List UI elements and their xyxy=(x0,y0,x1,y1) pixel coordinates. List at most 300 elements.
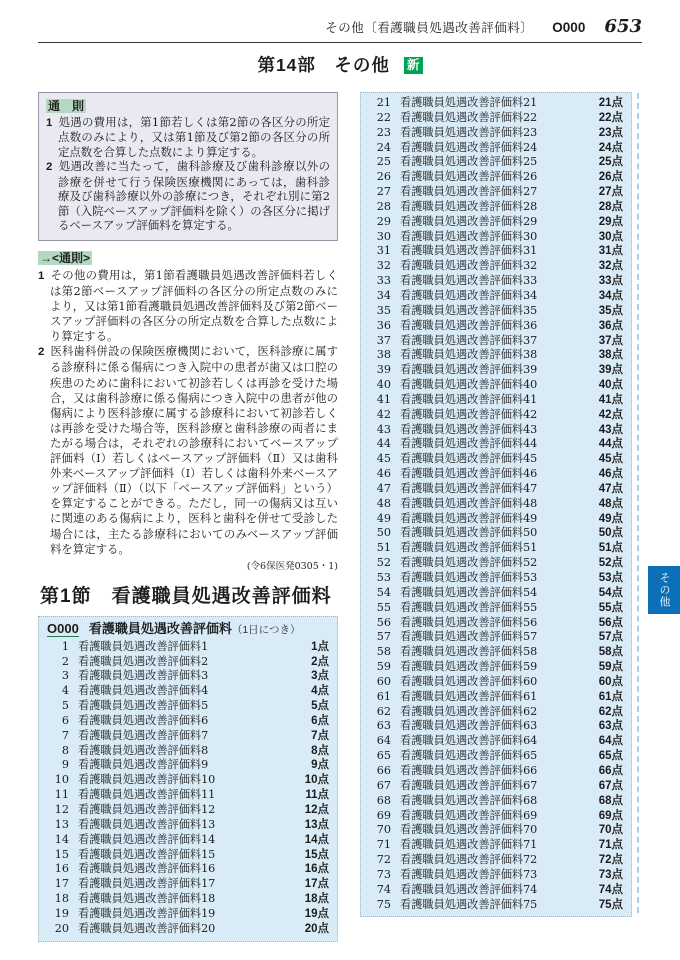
fee-row xyxy=(369,630,623,645)
fee-row-label: 看護職員処遇改善評価料70 xyxy=(400,823,538,837)
rule-number: 2 xyxy=(46,161,53,174)
rule-text: その他の費用は，第1節看護職員処遇改善評価料若しくは第2節ベースアップ評価料の各区分の所定点数のみにより，又は第1節看護職員処遇改善評価料及び第2節ベースアップ評価料の各区分の所定点数を合算した点数により算定する。 xyxy=(50,267,338,344)
fee-row-points: 14点 xyxy=(304,833,329,846)
fee-row-points: 29点 xyxy=(598,215,623,228)
fee-row-points: 17点 xyxy=(304,878,329,891)
fee-row-number: 62 xyxy=(376,704,391,718)
fee-row-label: 看護職員処遇改善評価料18 xyxy=(78,892,216,906)
fee-row xyxy=(369,289,623,304)
fee-row xyxy=(369,170,623,185)
rule-item xyxy=(46,115,330,160)
fee-row-points: 30点 xyxy=(598,230,623,243)
fee-row xyxy=(369,378,623,393)
fee-row-points: 35点 xyxy=(598,304,623,317)
fee-row-label: 看護職員処遇改善評価料68 xyxy=(400,793,538,807)
fee-row xyxy=(47,833,329,848)
fee-row-number: 38 xyxy=(376,348,391,362)
fee-row-number: 71 xyxy=(376,838,391,852)
fee-row-points: 9点 xyxy=(311,759,329,772)
fee-row xyxy=(369,244,623,259)
fee-row xyxy=(369,393,623,408)
fee-row-points: 1点 xyxy=(311,640,329,653)
fee-row-number: 5 xyxy=(61,699,69,713)
fee-row-number: 53 xyxy=(376,571,391,584)
fee-row xyxy=(369,141,623,156)
fee-row-points: 22点 xyxy=(598,111,623,124)
fee-row-points: 69点 xyxy=(598,809,623,822)
fee-row xyxy=(47,907,329,922)
fee-row-label: 看護職員処遇改善評価料38 xyxy=(400,348,538,362)
fee-row xyxy=(369,749,623,764)
fee-row xyxy=(47,699,329,714)
fee-row-number: 16 xyxy=(54,862,69,876)
fee-row-points: 5点 xyxy=(311,700,329,713)
fee-row-points: 44点 xyxy=(598,438,623,451)
fee-row-number: 26 xyxy=(376,170,391,184)
fee-row-points: 23点 xyxy=(598,126,623,139)
fee-row-label: 看護職員処遇改善評価料63 xyxy=(400,719,538,733)
fee-row-number: 2 xyxy=(61,654,69,668)
rule-item xyxy=(38,344,338,556)
fee-row-number: 11 xyxy=(54,788,69,802)
fee-row-label: 看護職員処遇改善評価料67 xyxy=(400,778,538,792)
fee-row-number: 44 xyxy=(376,437,391,451)
fee-row-points: 21点 xyxy=(598,97,623,109)
fee-row xyxy=(369,482,623,497)
fee-row xyxy=(47,818,329,833)
fee-row-points: 65点 xyxy=(598,750,623,763)
fee-row-number: 13 xyxy=(54,817,69,831)
fee-row-number: 46 xyxy=(376,467,391,481)
fee-row xyxy=(47,803,329,818)
fee-row-label: 看護職員処遇改善評価料27 xyxy=(400,185,538,199)
fee-row xyxy=(369,541,623,556)
fee-row-label: 看護職員処遇改善評価料7 xyxy=(78,728,209,742)
fee-row-points: 48点 xyxy=(598,497,623,510)
fee-row-label: 看護職員処遇改善評価料44 xyxy=(400,437,538,451)
fee-row-label: 看護職員処遇改善評価料23 xyxy=(400,125,538,139)
fee-row xyxy=(369,319,623,334)
fee-rows-right xyxy=(369,96,623,912)
fee-row-label: 看護職員処遇改善評価料54 xyxy=(400,585,538,599)
header-code: O000 xyxy=(552,20,586,35)
fee-row xyxy=(369,111,623,126)
fee-row xyxy=(369,690,623,705)
fee-row-label: 看護職員処遇改善評価料33 xyxy=(400,274,538,288)
rule-text: 医科歯科併設の保険医療機関において，医科診療に属する診療科に係る傷病につき入院中の患者が歯又は口腔の疾患のために歯科において初診若しくは再診を受けた場合，又は歯科診療に係る傷病につき入院中の患者が他の傷病により医科診療に属する診療科において初診若しくは再診を受けた場合等，医科診療と歯科診療の両者にまたがる場合は，それぞれの診療科においてベースアップ評価料（Ⅰ）若しくはベースアップ評価料（Ⅱ）又は歯科外来ベースアップ評価料（Ⅰ）若しくは歯科外来ベースアップ評価料（Ⅱ）（以下「ベースアップ評価料」という）を算定することができる。ただし，同一の傷病又は互いに関連のある傷病により，医科と歯科を併せて受診した場合には，主たる診療科においてのみベースアップ評価料を算定する。 xyxy=(50,344,338,556)
fee-row-points: 24点 xyxy=(598,141,623,154)
general-rules-heading-row xyxy=(46,99,330,114)
fee-row xyxy=(369,155,623,170)
fee-row-label: 看護職員処遇改善評価料59 xyxy=(400,660,538,674)
fee-row-points: 27点 xyxy=(598,186,623,199)
fee-row xyxy=(47,877,329,892)
fee-row-points: 13点 xyxy=(304,818,329,831)
fee-row-label: 看護職員処遇改善評価料5 xyxy=(78,699,209,713)
fee-row-number: 70 xyxy=(376,823,391,837)
fee-row-points: 20点 xyxy=(304,922,329,935)
fee-row-number: 49 xyxy=(376,511,391,525)
fee-row-number: 1 xyxy=(61,639,69,653)
fee-row-points: 63点 xyxy=(598,720,623,733)
fee-row-label: 看護職員処遇改善評価料71 xyxy=(400,838,538,852)
fee-row-number: 59 xyxy=(376,660,391,674)
fee-row-label: 看護職員処遇改善評価料10 xyxy=(78,773,216,787)
fee-row-label: 看護職員処遇改善評価料69 xyxy=(400,808,538,822)
fee-row-number: 47 xyxy=(376,481,391,495)
fee-row-points: 26点 xyxy=(598,171,623,184)
fee-row-number: 9 xyxy=(61,758,69,772)
fee-row-points: 3点 xyxy=(311,670,329,683)
page-header xyxy=(38,16,642,43)
fee-row-label: 看護職員処遇改善評価料6 xyxy=(78,713,209,727)
fee-row-points: 28点 xyxy=(598,200,623,213)
section-title: 第1節 看護職員処遇改善評価料 xyxy=(40,585,332,607)
fee-table-right xyxy=(360,92,632,917)
fee-row-points: 47点 xyxy=(598,482,623,495)
fee-row-label: 看護職員処遇改善評価料74 xyxy=(400,882,538,896)
fee-row-number: 31 xyxy=(376,244,391,258)
fee-row-number: 4 xyxy=(61,684,69,698)
fee-row-number: 60 xyxy=(376,674,391,688)
fee-row xyxy=(47,922,329,937)
fee-row xyxy=(369,348,623,363)
fee-row-points: 40点 xyxy=(598,379,623,392)
side-tab-label: その他 xyxy=(658,572,670,608)
fee-row xyxy=(369,898,623,913)
fee-row xyxy=(369,259,623,274)
fee-row-number: 69 xyxy=(376,808,391,822)
fee-row-points: 8点 xyxy=(311,744,329,757)
fee-row-label: 看護職員処遇改善評価料16 xyxy=(78,862,216,876)
ref-rules-heading-row xyxy=(38,247,338,266)
fee-row-number: 35 xyxy=(376,303,391,317)
fee-row xyxy=(47,848,329,863)
fee-row-points: 59点 xyxy=(598,661,623,674)
fee-row-number: 27 xyxy=(376,185,391,199)
fee-row-points: 2点 xyxy=(311,655,329,668)
fee-row xyxy=(369,126,623,141)
fee-row xyxy=(369,616,623,631)
fee-row-label: 看護職員処遇改善評価料19 xyxy=(78,906,216,920)
fee-row-number: 23 xyxy=(376,125,391,139)
page-number: 653 xyxy=(604,16,642,37)
fee-row-label: 看護職員処遇改善評価料34 xyxy=(400,288,538,302)
fee-row-number: 12 xyxy=(54,802,69,816)
fee-row xyxy=(369,809,623,824)
general-rules-items xyxy=(46,115,330,233)
fee-row-label: 看護職員処遇改善評価料72 xyxy=(400,853,538,867)
fee-row xyxy=(369,764,623,779)
fee-row-points: 72点 xyxy=(598,854,623,867)
fee-row-number: 41 xyxy=(376,392,391,406)
fee-row-number: 66 xyxy=(376,763,391,777)
fee-row-number: 8 xyxy=(61,743,69,757)
general-rules-box xyxy=(38,92,338,241)
fee-row xyxy=(47,729,329,744)
new-badge: 新 xyxy=(404,57,423,75)
fee-title: 看護職員処遇改善評価料 xyxy=(88,620,232,636)
ref-rules-heading: →<通則> xyxy=(40,250,91,265)
fee-row-label: 看護職員処遇改善評価料12 xyxy=(78,802,216,816)
fee-row-points: 58点 xyxy=(598,646,623,659)
fee-row-number: 45 xyxy=(376,452,391,466)
fee-row-label: 看護職員処遇改善評価料65 xyxy=(400,749,538,763)
rule-item xyxy=(46,159,330,233)
fee-row-label: 看護職員処遇改善評価料30 xyxy=(400,229,538,243)
fee-row-label: 看護職員処遇改善評価料24 xyxy=(400,140,538,154)
fee-row-number: 39 xyxy=(376,363,391,377)
fee-row-points: 15点 xyxy=(304,848,329,861)
fee-row-label: 看護職員処遇改善評価料17 xyxy=(78,877,216,891)
fee-row-points: 53点 xyxy=(598,572,623,584)
fee-row-points: 38点 xyxy=(598,349,623,362)
fee-row-points: 61点 xyxy=(598,690,623,703)
fee-row-label: 看護職員処遇改善評価料48 xyxy=(400,496,538,510)
fee-row-points: 73点 xyxy=(598,868,623,881)
fee-row xyxy=(369,497,623,512)
fee-row-points: 16点 xyxy=(304,863,329,876)
fee-row-label: 看護職員処遇改善評価料47 xyxy=(400,481,538,495)
fee-row-number: 15 xyxy=(54,847,69,861)
fee-row-number: 6 xyxy=(61,713,69,727)
fee-row-points: 10点 xyxy=(304,774,329,787)
fee-row-points: 43点 xyxy=(598,423,623,436)
fee-row-points: 7点 xyxy=(311,729,329,742)
fee-row xyxy=(47,669,329,684)
fee-row-number: 30 xyxy=(376,229,391,243)
fee-row-number: 3 xyxy=(61,669,69,683)
fee-row-number: 61 xyxy=(376,689,391,703)
fee-row-points: 36点 xyxy=(598,319,623,332)
fee-row-label: 看護職員処遇改善評価料64 xyxy=(400,734,538,748)
fee-row xyxy=(369,512,623,527)
fee-row-number: 72 xyxy=(376,853,391,867)
fee-row-label: 看護職員処遇改善評価料50 xyxy=(400,526,538,540)
right-column xyxy=(360,92,632,917)
fee-row-points: 54点 xyxy=(598,586,623,599)
fee-row xyxy=(369,838,623,853)
fee-row xyxy=(369,408,623,423)
fee-row xyxy=(369,868,623,883)
fee-row-label: 看護職員処遇改善評価料57 xyxy=(400,630,538,644)
fee-row-points: 67点 xyxy=(598,779,623,792)
fee-row-label: 看護職員処遇改善評価料61 xyxy=(400,689,538,703)
fee-row xyxy=(369,571,623,586)
fee-row xyxy=(369,200,623,215)
fee-row xyxy=(369,334,623,349)
side-tab-sonota[interactable] xyxy=(648,566,680,614)
fee-row-number: 21 xyxy=(376,96,391,109)
fee-row-number: 42 xyxy=(376,407,391,421)
rule-number: 2 xyxy=(38,346,45,359)
rule-item xyxy=(38,268,338,344)
fee-row-points: 42点 xyxy=(598,408,623,421)
fee-row-number: 25 xyxy=(376,155,391,169)
fee-row xyxy=(369,675,623,690)
fee-row-points: 11点 xyxy=(305,789,329,802)
fee-row xyxy=(369,437,623,452)
fee-row-number: 56 xyxy=(376,615,391,629)
fee-row xyxy=(47,640,329,655)
fee-row xyxy=(369,274,623,289)
fee-row-points: 56点 xyxy=(598,616,623,629)
fee-row-label: 看護職員処遇改善評価料53 xyxy=(400,571,538,584)
fee-row-points: 37点 xyxy=(598,334,623,347)
fee-row-number: 58 xyxy=(376,645,391,659)
fee-row-label: 看護職員処遇改善評価料31 xyxy=(400,244,538,258)
fee-rows-left xyxy=(47,640,329,937)
fee-row-points: 74点 xyxy=(598,883,623,896)
fee-row-number: 74 xyxy=(376,882,391,896)
fee-row-points: 49点 xyxy=(598,512,623,525)
fee-row-points: 46点 xyxy=(598,468,623,481)
fee-row xyxy=(369,423,623,438)
fee-row xyxy=(369,823,623,838)
page-edge-dashed-line xyxy=(637,93,639,913)
rule-number: 1 xyxy=(46,116,53,129)
fee-row-number: 40 xyxy=(376,378,391,392)
fee-row-number: 19 xyxy=(54,906,69,920)
fee-row-points: 41点 xyxy=(598,393,623,406)
fee-row-label: 看護職員処遇改善評価料36 xyxy=(400,318,538,332)
fee-row xyxy=(369,601,623,616)
fee-row-number: 17 xyxy=(54,877,69,891)
fee-row-label: 看護職員処遇改善評価料13 xyxy=(78,817,216,831)
fee-row-label: 看護職員処遇改善評価料73 xyxy=(400,867,538,881)
fee-row-number: 28 xyxy=(376,199,391,213)
fee-row-number: 7 xyxy=(61,728,69,742)
fee-row-number: 55 xyxy=(376,600,391,614)
fee-row-points: 60点 xyxy=(598,675,623,688)
fee-row xyxy=(369,452,623,467)
fee-row xyxy=(47,862,329,877)
fee-row-number: 10 xyxy=(54,773,69,787)
fee-row xyxy=(369,660,623,675)
fee-row-points: 18点 xyxy=(304,893,329,906)
fee-row-label: 看護職員処遇改善評価料3 xyxy=(78,669,209,683)
fee-row-points: 50点 xyxy=(598,527,623,540)
fee-row-label: 看護職員処遇改善評価料8 xyxy=(78,743,209,757)
fee-row-number: 73 xyxy=(376,867,391,881)
fee-row-points: 39点 xyxy=(598,364,623,377)
fee-row xyxy=(369,705,623,720)
fee-row xyxy=(369,230,623,245)
fee-unit: （1日につき） xyxy=(231,623,301,636)
fee-row-label: 看護職員処遇改善評価料26 xyxy=(400,170,538,184)
fee-row-points: 31点 xyxy=(598,245,623,258)
fee-row-number: 65 xyxy=(376,749,391,763)
fee-row xyxy=(369,779,623,794)
fee-row-label: 看護職員処遇改善評価料49 xyxy=(400,511,538,525)
fee-row-points: 45点 xyxy=(598,453,623,466)
fee-row-number: 18 xyxy=(54,892,69,906)
fee-row-label: 看護職員処遇改善評価料75 xyxy=(400,897,538,911)
fee-row-points: 19点 xyxy=(304,907,329,920)
fee-row xyxy=(47,744,329,759)
fee-row-number: 32 xyxy=(376,259,391,273)
fee-row-label: 看護職員処遇改善評価料29 xyxy=(400,214,538,228)
fee-row-number: 43 xyxy=(376,422,391,436)
fee-row-label: 看護職員処遇改善評価料21 xyxy=(400,96,538,109)
fee-row-label: 看護職員処遇改善評価料1 xyxy=(78,639,209,653)
fee-table-header xyxy=(47,620,329,639)
general-rules-heading: 通 則 xyxy=(48,99,85,113)
fee-row-number: 20 xyxy=(54,921,69,935)
fee-row-number: 34 xyxy=(376,288,391,302)
fee-row-label: 看護職員処遇改善評価料55 xyxy=(400,600,538,614)
rule-text: 処遇の費用は，第1節若しくは第2節の各区分の所定点数のみにより，又は第1節及び第2節の各区分の所定点数を合算した点数により算定する。 xyxy=(58,114,330,159)
fee-row xyxy=(369,185,623,200)
fee-row-points: 12点 xyxy=(304,803,329,816)
fee-row-number: 48 xyxy=(376,496,391,510)
fee-row-label: 看護職員処遇改善評価料9 xyxy=(78,758,209,772)
fee-row-label: 看護職員処遇改善評価料32 xyxy=(400,259,538,273)
fee-row-points: 32点 xyxy=(598,260,623,273)
fee-row-label: 看護職員処遇改善評価料39 xyxy=(400,363,538,377)
fee-row-label: 看護職員処遇改善評価料58 xyxy=(400,645,538,659)
fee-row xyxy=(47,684,329,699)
fee-row-number: 68 xyxy=(376,793,391,807)
fee-row-number: 24 xyxy=(376,140,391,154)
fee-row-points: 70点 xyxy=(598,824,623,837)
fee-row xyxy=(369,467,623,482)
fee-code: O000 xyxy=(47,620,79,636)
fee-row-label: 看護職員処遇改善評価料56 xyxy=(400,615,538,629)
fee-row-label: 看護職員処遇改善評価料45 xyxy=(400,452,538,466)
fee-row-number: 51 xyxy=(376,541,391,555)
fee-row-number: 14 xyxy=(54,832,69,846)
fee-row-points: 55点 xyxy=(598,601,623,614)
fee-row-points: 64点 xyxy=(598,735,623,748)
fee-row xyxy=(369,719,623,734)
fee-row xyxy=(369,556,623,571)
fee-row xyxy=(369,853,623,868)
fee-row xyxy=(47,892,329,907)
fee-row-points: 75点 xyxy=(598,898,623,911)
fee-row xyxy=(369,645,623,660)
fee-row-label: 看護職員処遇改善評価料60 xyxy=(400,674,538,688)
fee-row-points: 4点 xyxy=(311,685,329,698)
fee-row xyxy=(369,586,623,601)
fee-row xyxy=(47,714,329,729)
breadcrumb: その他〔看護職員処遇改善評価料〕 xyxy=(325,20,534,35)
fee-row-label: 看護職員処遇改善評価料20 xyxy=(78,921,216,935)
fee-row-number: 37 xyxy=(376,333,391,347)
fee-row-number: 63 xyxy=(376,719,391,733)
fee-row-label: 看護職員処遇改善評価料43 xyxy=(400,422,538,436)
fee-row-label: 看護職員処遇改善評価料15 xyxy=(78,847,216,861)
fee-row-number: 22 xyxy=(376,110,391,124)
left-column xyxy=(38,92,338,942)
fee-row-points: 52点 xyxy=(598,557,623,570)
fee-row-label: 看護職員処遇改善評価料14 xyxy=(78,832,216,846)
fee-row-label: 看護職員処遇改善評価料2 xyxy=(78,654,209,668)
fee-row-points: 57点 xyxy=(598,631,623,644)
fee-row-points: 25点 xyxy=(598,156,623,169)
fee-row-number: 57 xyxy=(376,630,391,644)
fee-table-left xyxy=(38,616,338,942)
fee-row-label: 看護職員処遇改善評価料25 xyxy=(400,155,538,169)
fee-row-label: 看護職員処遇改善評価料22 xyxy=(400,110,538,124)
fee-row-points: 33点 xyxy=(598,275,623,288)
fee-row-points: 66点 xyxy=(598,764,623,777)
fee-row-number: 54 xyxy=(376,585,391,599)
fee-row xyxy=(369,734,623,749)
fee-row-label: 看護職員処遇改善評価料41 xyxy=(400,392,538,406)
rule-number: 1 xyxy=(38,269,45,282)
fee-row-points: 34点 xyxy=(598,289,623,302)
